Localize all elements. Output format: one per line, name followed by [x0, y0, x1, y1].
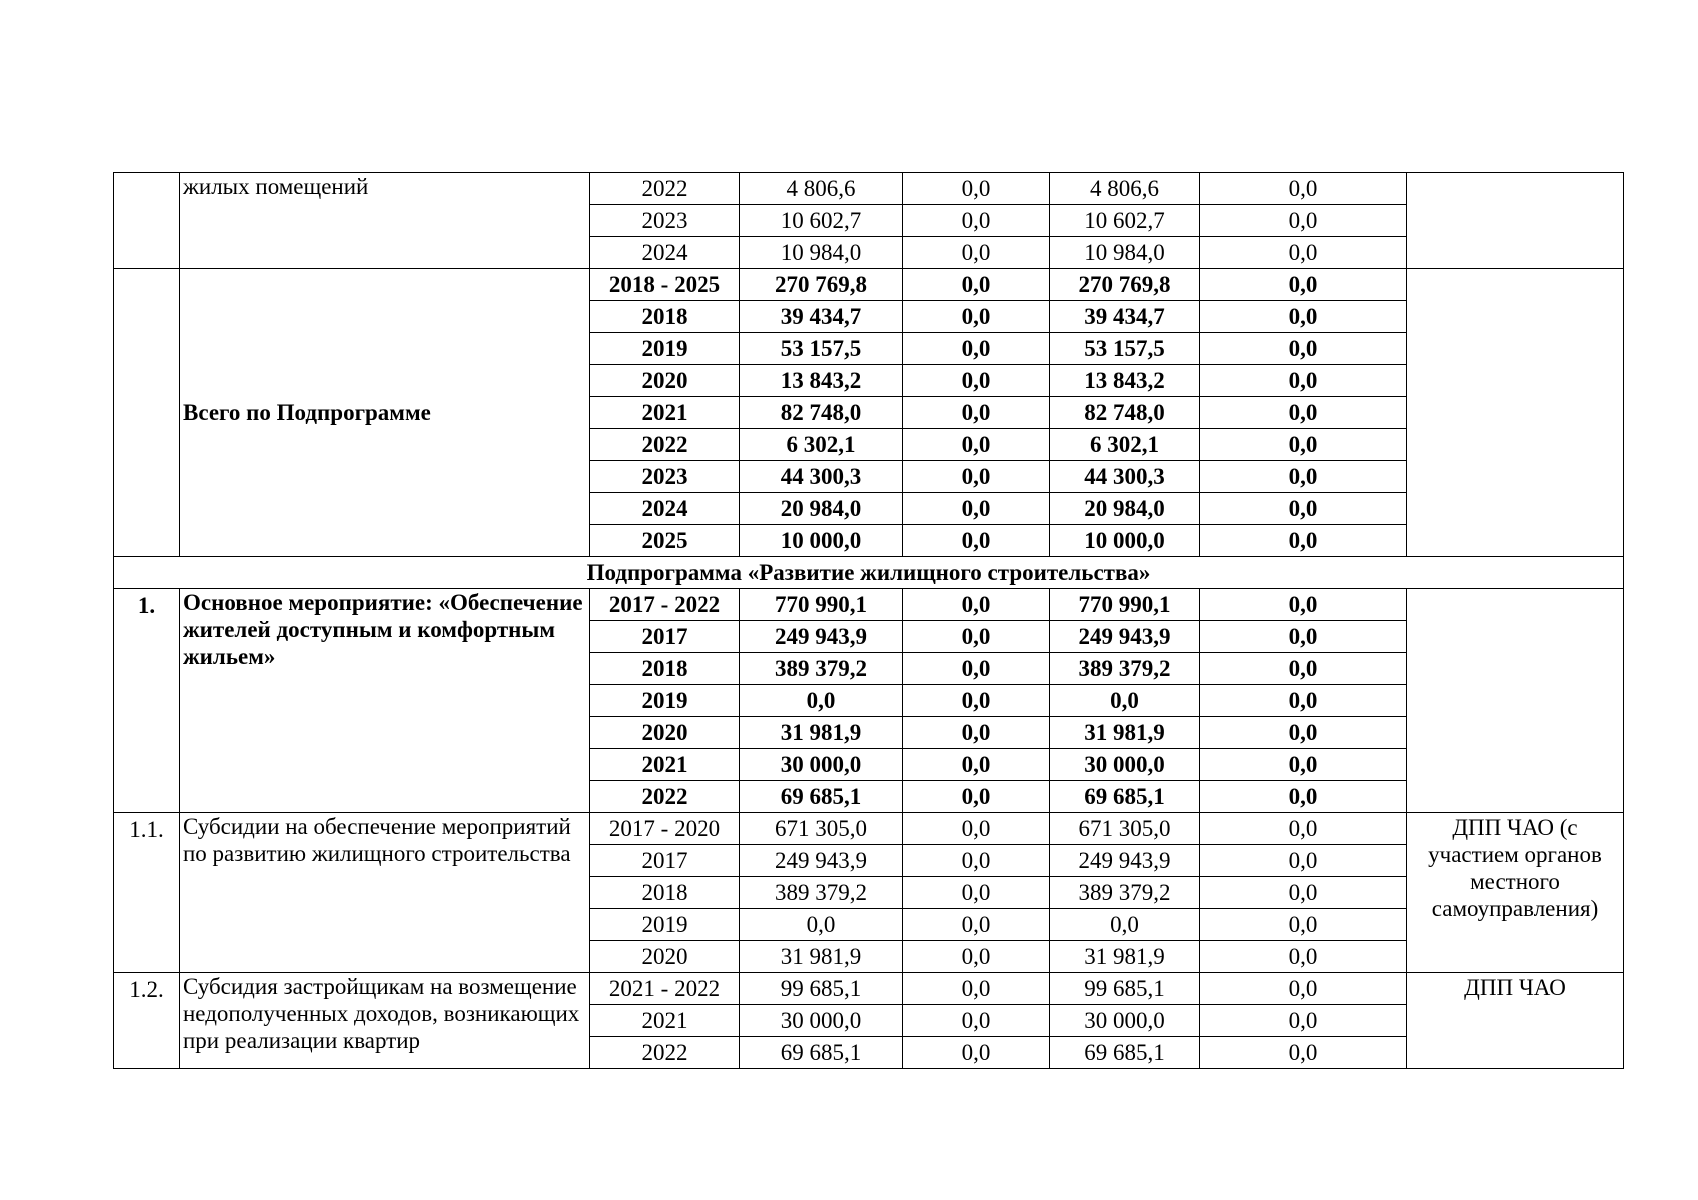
other-cell: 0,0 [1200, 301, 1407, 333]
other-cell: 0,0 [1200, 877, 1407, 909]
other-cell: 0,0 [1200, 1037, 1407, 1069]
other-cell: 0,0 [1200, 461, 1407, 493]
period-cell: 2018 [590, 653, 740, 685]
regional-cell: 0,0 [1050, 685, 1200, 717]
regional-cell: 30 000,0 [1050, 1005, 1200, 1037]
period-cell: 2019 [590, 685, 740, 717]
executor-cell [1407, 173, 1624, 269]
federal-cell: 0,0 [903, 1037, 1050, 1069]
total-cell: 10 000,0 [740, 525, 903, 557]
regional-cell: 30 000,0 [1050, 749, 1200, 781]
total-cell: 30 000,0 [740, 749, 903, 781]
regional-cell: 53 157,5 [1050, 333, 1200, 365]
regional-cell: 270 769,8 [1050, 269, 1200, 301]
federal-cell: 0,0 [903, 365, 1050, 397]
other-cell: 0,0 [1200, 717, 1407, 749]
federal-cell: 0,0 [903, 301, 1050, 333]
regional-cell: 69 685,1 [1050, 1037, 1200, 1069]
total-cell: 82 748,0 [740, 397, 903, 429]
federal-cell: 0,0 [903, 717, 1050, 749]
table-row [114, 589, 1624, 621]
table-row [114, 269, 1624, 301]
period-cell: 2018 [590, 301, 740, 333]
period-cell: 2022 [590, 429, 740, 461]
regional-cell: 4 806,6 [1050, 173, 1200, 205]
table-row [114, 973, 1624, 1005]
period-cell: 2022 [590, 173, 740, 205]
other-cell: 0,0 [1200, 205, 1407, 237]
other-cell: 0,0 [1200, 589, 1407, 621]
federal-cell: 0,0 [903, 1005, 1050, 1037]
total-cell: 389 379,2 [740, 653, 903, 685]
other-cell: 0,0 [1200, 333, 1407, 365]
other-cell: 0,0 [1200, 397, 1407, 429]
table-row [114, 813, 1624, 845]
total-cell: 0,0 [740, 909, 903, 941]
other-cell: 0,0 [1200, 653, 1407, 685]
other-cell: 0,0 [1200, 941, 1407, 973]
federal-cell: 0,0 [903, 749, 1050, 781]
row-index-cell [114, 173, 180, 269]
federal-cell: 0,0 [903, 269, 1050, 301]
other-cell: 0,0 [1200, 845, 1407, 877]
regional-cell: 10 602,7 [1050, 205, 1200, 237]
total-cell: 39 434,7 [740, 301, 903, 333]
executor-cell [1407, 589, 1624, 813]
period-cell: 2023 [590, 205, 740, 237]
other-cell: 0,0 [1200, 973, 1407, 1005]
other-cell: 0,0 [1200, 813, 1407, 845]
total-cell: 389 379,2 [740, 877, 903, 909]
period-cell: 2022 [590, 781, 740, 813]
regional-cell: 10 000,0 [1050, 525, 1200, 557]
other-cell: 0,0 [1200, 493, 1407, 525]
table-row [114, 173, 1624, 205]
total-cell: 69 685,1 [740, 781, 903, 813]
total-cell: 99 685,1 [740, 973, 903, 1005]
total-cell: 270 769,8 [740, 269, 903, 301]
row-name-cell: Всего по Подпрограмме [180, 269, 590, 557]
regional-cell: 39 434,7 [1050, 301, 1200, 333]
period-cell: 2021 - 2022 [590, 973, 740, 1005]
total-cell: 10 984,0 [740, 237, 903, 269]
other-cell: 0,0 [1200, 685, 1407, 717]
regional-cell: 31 981,9 [1050, 717, 1200, 749]
period-cell: 2017 - 2020 [590, 813, 740, 845]
federal-cell: 0,0 [903, 173, 1050, 205]
federal-cell: 0,0 [903, 237, 1050, 269]
period-cell: 2018 [590, 877, 740, 909]
total-cell: 249 943,9 [740, 621, 903, 653]
total-cell: 30 000,0 [740, 1005, 903, 1037]
table-body [114, 173, 1624, 1069]
federal-cell: 0,0 [903, 429, 1050, 461]
federal-cell: 0,0 [903, 525, 1050, 557]
federal-cell: 0,0 [903, 653, 1050, 685]
total-cell: 671 305,0 [740, 813, 903, 845]
other-cell: 0,0 [1200, 237, 1407, 269]
section-row [114, 557, 1624, 589]
regional-cell: 20 984,0 [1050, 493, 1200, 525]
regional-cell: 249 943,9 [1050, 845, 1200, 877]
period-cell: 2017 [590, 621, 740, 653]
total-cell: 31 981,9 [740, 941, 903, 973]
total-cell: 69 685,1 [740, 1037, 903, 1069]
total-cell: 4 806,6 [740, 173, 903, 205]
other-cell: 0,0 [1200, 909, 1407, 941]
regional-cell: 389 379,2 [1050, 653, 1200, 685]
period-cell: 2020 [590, 941, 740, 973]
other-cell: 0,0 [1200, 621, 1407, 653]
executor-cell [1407, 269, 1624, 557]
federal-cell: 0,0 [903, 845, 1050, 877]
period-cell: 2019 [590, 333, 740, 365]
executor-cell: ДПП ЧАО (с участием органов местного самоуправления) [1407, 813, 1624, 973]
period-cell: 2017 [590, 845, 740, 877]
period-cell: 2018 - 2025 [590, 269, 740, 301]
regional-cell: 389 379,2 [1050, 877, 1200, 909]
regional-cell: 6 302,1 [1050, 429, 1200, 461]
federal-cell: 0,0 [903, 973, 1050, 1005]
total-cell: 13 843,2 [740, 365, 903, 397]
federal-cell: 0,0 [903, 461, 1050, 493]
budget-table-page [113, 172, 1623, 1069]
federal-cell: 0,0 [903, 493, 1050, 525]
total-cell: 53 157,5 [740, 333, 903, 365]
row-index-cell: 1.1. [114, 813, 180, 973]
total-cell: 6 302,1 [740, 429, 903, 461]
other-cell: 0,0 [1200, 1005, 1407, 1037]
row-name-cell: Субсидии на обеспечение мероприятий по развитию жилищного строительства [180, 813, 590, 973]
other-cell: 0,0 [1200, 269, 1407, 301]
total-cell: 249 943,9 [740, 845, 903, 877]
total-cell: 31 981,9 [740, 717, 903, 749]
period-cell: 2023 [590, 461, 740, 493]
period-cell: 2019 [590, 909, 740, 941]
regional-cell: 0,0 [1050, 909, 1200, 941]
total-cell: 0,0 [740, 685, 903, 717]
regional-cell: 69 685,1 [1050, 781, 1200, 813]
federal-cell: 0,0 [903, 941, 1050, 973]
federal-cell: 0,0 [903, 781, 1050, 813]
regional-cell: 249 943,9 [1050, 621, 1200, 653]
total-cell: 44 300,3 [740, 461, 903, 493]
regional-cell: 770 990,1 [1050, 589, 1200, 621]
other-cell: 0,0 [1200, 173, 1407, 205]
period-cell: 2024 [590, 493, 740, 525]
period-cell: 2021 [590, 397, 740, 429]
federal-cell: 0,0 [903, 205, 1050, 237]
federal-cell: 0,0 [903, 909, 1050, 941]
period-cell: 2021 [590, 749, 740, 781]
row-name-cell: Основное мероприятие: «Обеспечение жителей доступным и комфортным жильем» [180, 589, 590, 813]
federal-cell: 0,0 [903, 621, 1050, 653]
row-name-cell: жилых помещений [180, 173, 590, 269]
total-cell: 770 990,1 [740, 589, 903, 621]
regional-cell: 99 685,1 [1050, 973, 1200, 1005]
federal-cell: 0,0 [903, 397, 1050, 429]
federal-cell: 0,0 [903, 589, 1050, 621]
period-cell: 2022 [590, 1037, 740, 1069]
period-cell: 2024 [590, 237, 740, 269]
federal-cell: 0,0 [903, 685, 1050, 717]
other-cell: 0,0 [1200, 781, 1407, 813]
regional-cell: 13 843,2 [1050, 365, 1200, 397]
other-cell: 0,0 [1200, 365, 1407, 397]
other-cell: 0,0 [1200, 525, 1407, 557]
other-cell: 0,0 [1200, 429, 1407, 461]
budget-table [113, 172, 1624, 1069]
other-cell: 0,0 [1200, 749, 1407, 781]
regional-cell: 31 981,9 [1050, 941, 1200, 973]
period-cell: 2017 - 2022 [590, 589, 740, 621]
executor-cell: ДПП ЧАО [1407, 973, 1624, 1069]
row-index-cell [114, 269, 180, 557]
period-cell: 2025 [590, 525, 740, 557]
regional-cell: 82 748,0 [1050, 397, 1200, 429]
row-index-cell: 1.2. [114, 973, 180, 1069]
period-cell: 2020 [590, 717, 740, 749]
federal-cell: 0,0 [903, 333, 1050, 365]
total-cell: 20 984,0 [740, 493, 903, 525]
federal-cell: 0,0 [903, 813, 1050, 845]
row-name-cell: Субсидия застройщикам на возмещение недополученных доходов, возникающих при реализации квартир [180, 973, 590, 1069]
federal-cell: 0,0 [903, 877, 1050, 909]
regional-cell: 44 300,3 [1050, 461, 1200, 493]
period-cell: 2020 [590, 365, 740, 397]
regional-cell: 671 305,0 [1050, 813, 1200, 845]
section-title: Подпрограмма «Развитие жилищного строительства» [114, 557, 1624, 589]
regional-cell: 10 984,0 [1050, 237, 1200, 269]
row-index-cell: 1. [114, 589, 180, 813]
total-cell: 10 602,7 [740, 205, 903, 237]
period-cell: 2021 [590, 1005, 740, 1037]
